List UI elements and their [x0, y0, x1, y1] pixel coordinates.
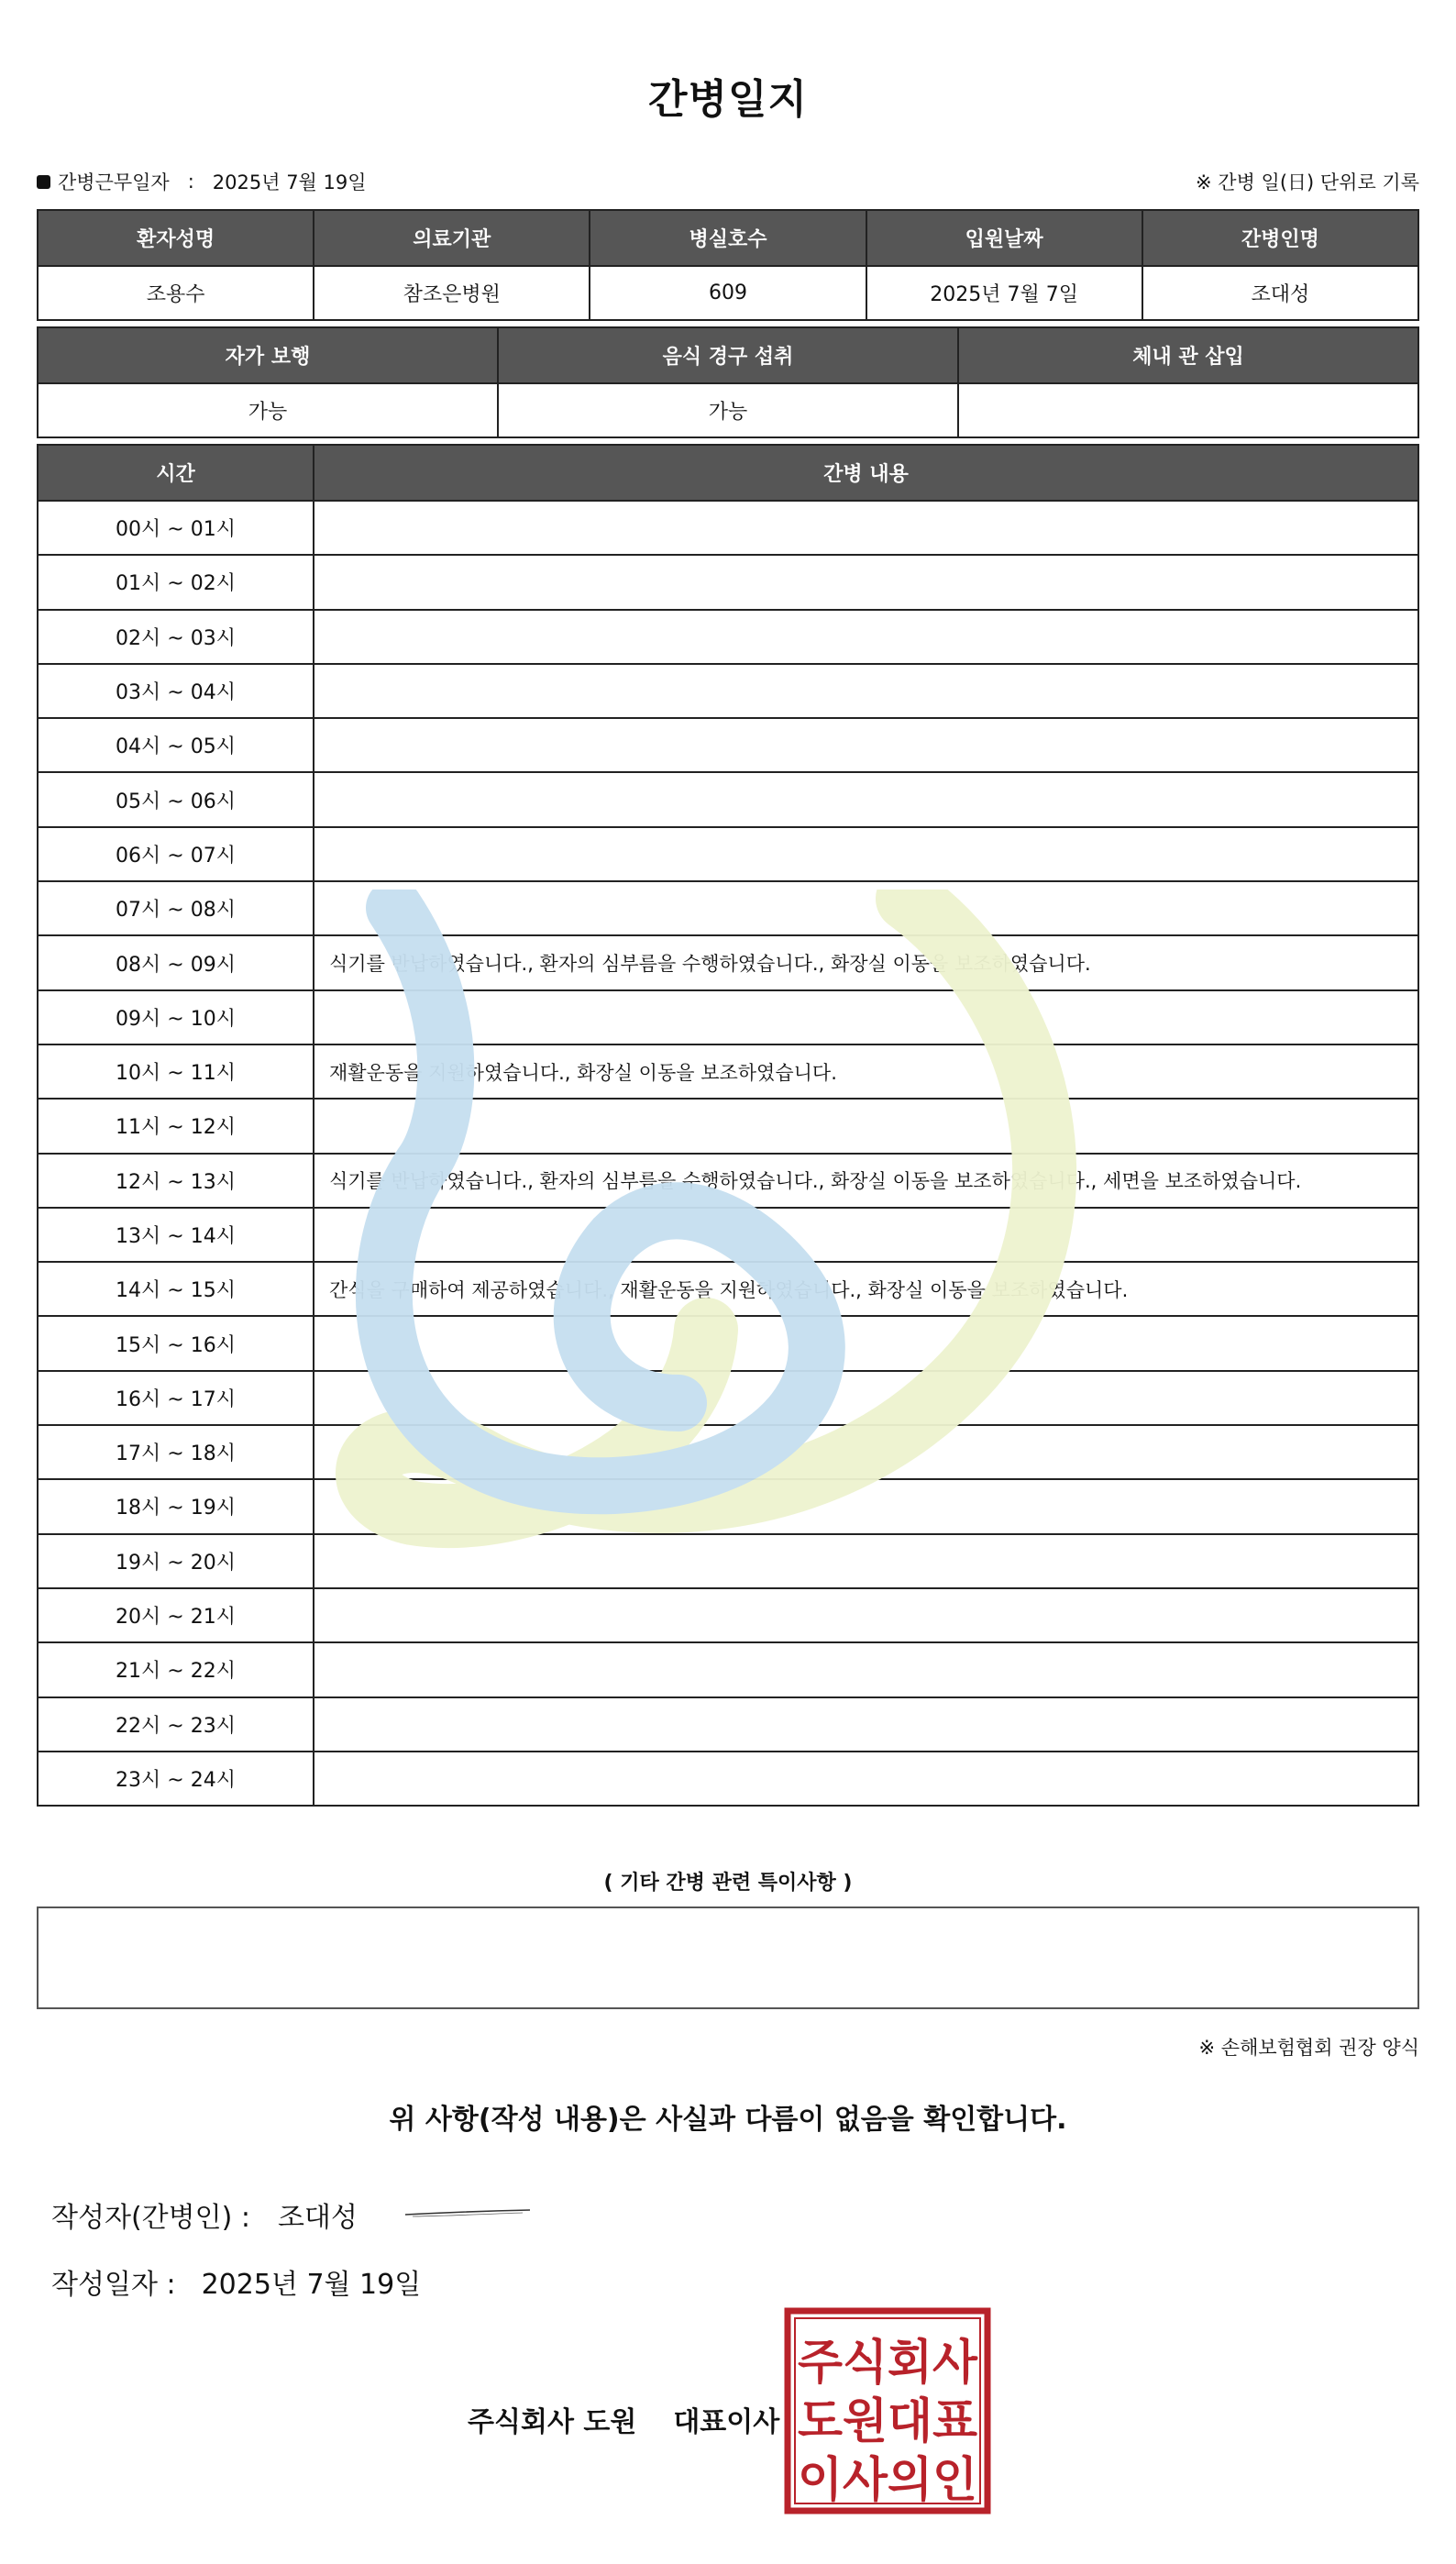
log-content [314, 501, 1418, 555]
tube-insertion-value [958, 383, 1418, 437]
log-row [38, 501, 1418, 555]
log-time: 08시 ~ 09시 [38, 935, 314, 989]
log-row [38, 1479, 1418, 1533]
log-row [38, 1534, 1418, 1588]
admission-date: 2025년 7월 7일 [866, 266, 1142, 320]
written-date-row [51, 2261, 421, 2302]
svg-text:도원대표: 도원대표 [798, 2394, 977, 2449]
log-content [314, 1425, 1418, 1479]
log-content [314, 664, 1418, 718]
self-walking-value: 가능 [38, 383, 498, 437]
hospital-name: 참조은병원 [314, 266, 590, 320]
special-notes-title: ( 기타 간병 관련 특이사항 ) [603, 1872, 853, 1895]
log-content [314, 1534, 1418, 1588]
log-content [314, 1099, 1418, 1153]
log-time: 05시 ~ 06시 [38, 772, 314, 826]
header-admission-date: 입원날짜 [866, 210, 1142, 266]
log-time: 12시 ~ 13시 [38, 1154, 314, 1208]
work-date-group [37, 168, 367, 195]
log-row [38, 1044, 1418, 1099]
log-time: 09시 ~ 10시 [38, 990, 314, 1044]
log-time: 21시 ~ 22시 [38, 1642, 314, 1696]
header-tube-insertion: 체내 관 삽입 [958, 327, 1418, 383]
document-title: 간병일지 [647, 76, 808, 123]
header-time: 시간 [38, 445, 314, 501]
log-row [38, 1208, 1418, 1262]
log-content: 식기를 반납하였습니다., 환자의 심부름을 수행하였습니다., 화장실 이동을 보조하였습니다., 세면을 보조하였습니다. [314, 1154, 1418, 1208]
oral-intake-value: 가능 [498, 383, 958, 437]
log-row [38, 555, 1418, 609]
log-row [38, 610, 1418, 664]
log-content [314, 1642, 1418, 1696]
log-row [38, 827, 1418, 881]
log-content [314, 881, 1418, 935]
signature-mark [403, 2207, 532, 2218]
log-time: 19시 ~ 20시 [38, 1534, 314, 1588]
log-time: 07시 ~ 08시 [38, 881, 314, 935]
log-time: 14시 ~ 15시 [38, 1262, 314, 1316]
log-time: 11시 ~ 12시 [38, 1099, 314, 1153]
header-patient-name: 환자성명 [38, 210, 314, 266]
log-row [38, 718, 1418, 772]
log-row [38, 1588, 1418, 1642]
header-caregiver-name: 간병인명 [1142, 210, 1418, 266]
care-log-body [38, 501, 1418, 1806]
log-content [314, 1588, 1418, 1642]
log-content [314, 555, 1418, 609]
log-content [314, 610, 1418, 664]
log-row [38, 1642, 1418, 1696]
log-time: 23시 ~ 24시 [38, 1752, 314, 1806]
log-row [38, 664, 1418, 718]
room-number: 609 [590, 266, 866, 320]
log-content: 간식을 구매하여 제공하였습니다., 재활운동을 지원하였습니다., 화장실 이동을 보조하였습니다. [314, 1262, 1418, 1316]
svg-text:이사의인: 이사의인 [798, 2453, 977, 2508]
log-time: 04시 ~ 05시 [38, 718, 314, 772]
log-row [38, 1262, 1418, 1316]
log-content [314, 1371, 1418, 1425]
form-note: ※ 손해보험협회 권장 양식 [1198, 2037, 1419, 2059]
log-row [38, 1371, 1418, 1425]
header-room: 병실호수 [590, 210, 866, 266]
company-seal-icon [784, 2307, 991, 2514]
log-content: 재활운동을 지원하였습니다., 화장실 이동을 보조하였습니다. [314, 1044, 1418, 1099]
confirmation-statement: 위 사항(작성 내용)은 사실과 다름이 없음을 확인합니다. [389, 2104, 1067, 2136]
patient-name: 조용수 [38, 266, 314, 320]
header-care-content: 간병 내용 [314, 445, 1418, 501]
separator: : [187, 171, 194, 193]
log-time: 15시 ~ 16시 [38, 1316, 314, 1370]
log-row [38, 772, 1418, 826]
log-row [38, 881, 1418, 935]
log-time: 16시 ~ 17시 [38, 1371, 314, 1425]
header-oral-intake: 음식 경구 섭취 [498, 327, 958, 383]
log-row [38, 935, 1418, 989]
company-signature [468, 2399, 779, 2439]
log-content [314, 990, 1418, 1044]
log-time: 06시 ~ 07시 [38, 827, 314, 881]
written-date-label: 작성일자 : [51, 2269, 176, 2301]
log-time: 17시 ~ 18시 [38, 1425, 314, 1479]
company-title: 대표이사 [673, 2406, 780, 2438]
square-bullet-icon [37, 175, 50, 189]
log-time: 03시 ~ 04시 [38, 664, 314, 718]
log-time: 13시 ~ 14시 [38, 1208, 314, 1262]
log-content [314, 1479, 1418, 1533]
writer-name: 조대성 [277, 2202, 358, 2234]
header-self-walking: 자가 보행 [38, 327, 498, 383]
patient-info-table [37, 209, 1419, 321]
work-date-value: 2025년 7월 19일 [212, 171, 367, 193]
log-time: 22시 ~ 23시 [38, 1697, 314, 1752]
work-date-label: 간병근무일자 [58, 171, 170, 193]
log-time: 01시 ~ 02시 [38, 555, 314, 609]
log-row [38, 1154, 1418, 1208]
log-row [38, 1316, 1418, 1370]
patient-status-table [37, 326, 1419, 438]
log-row [38, 1099, 1418, 1153]
written-date-value: 2025년 7월 19일 [201, 2269, 422, 2301]
log-time: 00시 ~ 01시 [38, 501, 314, 555]
log-time: 02시 ~ 03시 [38, 610, 314, 664]
log-content [314, 1752, 1418, 1806]
log-content [314, 1316, 1418, 1370]
writer-label: 작성자(간병인) : [51, 2202, 250, 2234]
meta-row [37, 168, 1419, 195]
log-row [38, 1752, 1418, 1806]
log-content [314, 718, 1418, 772]
log-time: 10시 ~ 11시 [38, 1044, 314, 1099]
care-log-table [37, 444, 1419, 1807]
special-notes-box [37, 1906, 1419, 2009]
log-row [38, 1425, 1418, 1479]
unit-note: ※ 간병 일(日) 단위로 기록 [1196, 171, 1419, 193]
svg-text:주식회사: 주식회사 [798, 2336, 978, 2391]
header-hospital: 의료기관 [314, 210, 590, 266]
log-row [38, 1697, 1418, 1752]
writer-row [51, 2194, 358, 2235]
log-content [314, 827, 1418, 881]
log-time: 18시 ~ 19시 [38, 1479, 314, 1533]
log-time: 20시 ~ 21시 [38, 1588, 314, 1642]
company-name: 주식회사 도원 [468, 2406, 637, 2438]
caregiver-name: 조대성 [1142, 266, 1418, 320]
log-row [38, 990, 1418, 1044]
log-content: 식기를 반납하였습니다., 환자의 심부름을 수행하였습니다., 화장실 이동을 보조하였습니다. [314, 935, 1418, 989]
log-content [314, 772, 1418, 826]
log-content [314, 1208, 1418, 1262]
log-content [314, 1697, 1418, 1752]
